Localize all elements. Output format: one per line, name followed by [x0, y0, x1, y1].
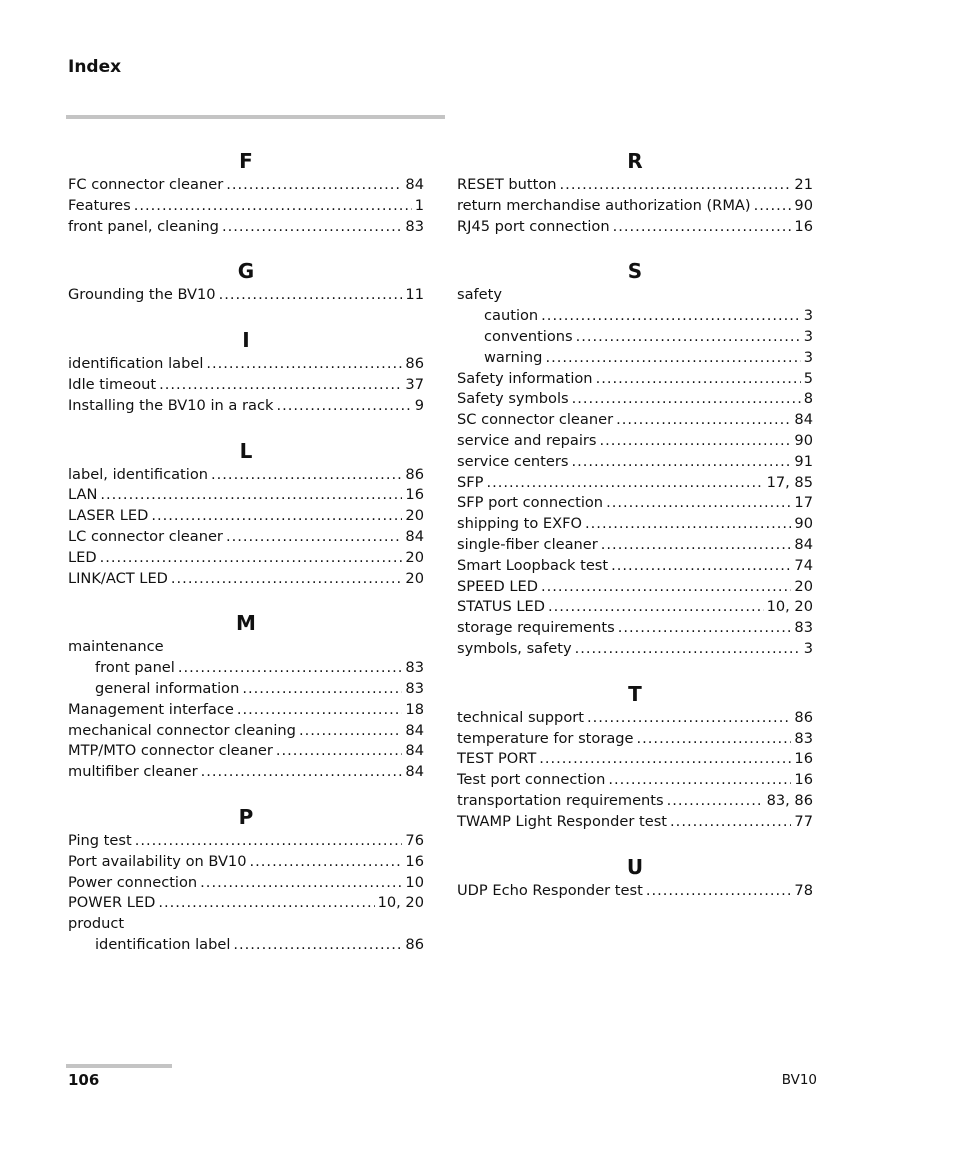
- index-entry: [68, 548, 424, 569]
- dot-leader: [576, 327, 801, 348]
- index-entry: [68, 700, 424, 721]
- dot-leader: [587, 708, 791, 729]
- index-entry: [457, 791, 813, 812]
- dot-leader: [226, 175, 402, 196]
- index-term: SFP: [457, 473, 484, 491]
- page-reference: 76: [405, 831, 424, 849]
- index-entry: [457, 535, 813, 556]
- dot-leader: [100, 485, 402, 506]
- dot-leader: [135, 831, 403, 852]
- index-term: service centers: [457, 452, 569, 470]
- page-reference: 90: [794, 196, 813, 214]
- index-subentry: [68, 658, 424, 679]
- dot-leader: [539, 749, 791, 770]
- dot-leader: [754, 196, 792, 217]
- page-reference: 20: [405, 507, 424, 525]
- document-name: BV10: [781, 1072, 817, 1088]
- index-entry: [457, 369, 813, 390]
- index-term: RJ45 port connection: [457, 217, 610, 235]
- dot-leader: [600, 431, 792, 452]
- index-entry: [457, 285, 813, 306]
- index-entry: [68, 285, 424, 306]
- index-entry: [68, 396, 424, 417]
- index-subentry: [457, 327, 813, 348]
- index-entry: [68, 721, 424, 742]
- page-reference: 11: [405, 286, 424, 304]
- page-reference: 3: [803, 307, 813, 325]
- page-reference: 90: [794, 515, 813, 533]
- index-entry: [68, 196, 424, 217]
- index-subentry: [457, 306, 813, 327]
- index-term: front panel, cleaning: [68, 217, 219, 235]
- index-term: Safety information: [457, 369, 593, 387]
- index-term: SPEED LED: [457, 577, 538, 595]
- dot-leader: [571, 452, 791, 473]
- page-reference: 84: [405, 742, 424, 760]
- dot-leader: [222, 217, 402, 238]
- index-entry: [457, 431, 813, 452]
- index-term: FC connector cleaner: [68, 176, 224, 193]
- page-reference: 10, 20: [377, 894, 424, 912]
- dot-leader: [667, 791, 764, 812]
- index-entry: [457, 514, 813, 535]
- index-entry: [68, 485, 424, 506]
- dot-leader: [200, 873, 402, 894]
- dot-leader: [613, 217, 792, 238]
- index-column-left: [68, 149, 424, 978]
- dot-leader: [545, 348, 800, 369]
- index-entry: [457, 473, 813, 494]
- index-term: temperature for storage: [457, 729, 634, 747]
- page-reference: 86: [405, 465, 424, 483]
- header-divider: [66, 115, 445, 119]
- index-term: caution: [484, 307, 539, 325]
- index-term: symbols, safety: [457, 639, 572, 657]
- section-letter: U: [626, 854, 644, 879]
- index-section: [68, 805, 424, 956]
- index-term: return merchandise authorization (RMA): [457, 196, 751, 214]
- index-section: [68, 611, 424, 783]
- page-reference: 83: [405, 679, 424, 697]
- index-entry: [68, 465, 424, 486]
- page-reference: 3: [803, 327, 813, 345]
- page-reference: 84: [794, 411, 813, 429]
- page-reference: 9: [414, 396, 424, 414]
- index-entry: [457, 639, 813, 660]
- index-section: [457, 259, 813, 659]
- index-subentry: [68, 935, 424, 956]
- index-term: LAN: [68, 486, 98, 504]
- page-reference: 84: [405, 763, 424, 781]
- page-reference: 5: [803, 369, 813, 387]
- page-reference: 1: [414, 196, 424, 214]
- index-term: single-fiber cleaner: [457, 535, 598, 553]
- index-term: service and repairs: [457, 431, 597, 449]
- page-reference: 78: [794, 881, 813, 899]
- dot-leader: [601, 535, 792, 556]
- index-term: SFP port connection: [457, 494, 604, 512]
- index-term: Port availability on BV10: [68, 852, 247, 870]
- dot-leader: [299, 721, 402, 742]
- section-letter: R: [627, 149, 643, 173]
- index-entry: [457, 749, 813, 770]
- page-reference: 16: [794, 750, 813, 768]
- page-reference: 20: [405, 569, 424, 587]
- index-entry: [457, 618, 813, 639]
- index-column-right: [457, 149, 813, 923]
- page-reference: 84: [405, 721, 424, 739]
- index-section: [457, 149, 813, 237]
- index-entry: [457, 217, 813, 238]
- page-reference: 37: [405, 375, 424, 393]
- page-reference: 21: [794, 176, 813, 193]
- section-letter: P: [238, 804, 254, 829]
- index-term: STATUS LED: [457, 598, 545, 616]
- dot-leader: [226, 527, 402, 548]
- index-section: [457, 855, 813, 902]
- dot-leader: [575, 639, 801, 660]
- dot-leader: [596, 369, 801, 390]
- page-number: 106: [68, 1071, 100, 1089]
- page-reference: 17, 85: [766, 473, 813, 491]
- index-term: Power connection: [68, 873, 198, 891]
- page-reference: 16: [794, 771, 813, 789]
- page-title: Index: [68, 57, 122, 77]
- dot-leader: [233, 935, 402, 956]
- page-reference: 84: [794, 535, 813, 553]
- dot-leader: [242, 679, 402, 700]
- index-entry: [457, 770, 813, 791]
- index-term: identification label: [68, 355, 204, 373]
- dot-leader: [276, 741, 403, 762]
- page-reference: 84: [405, 176, 424, 193]
- index-entry: [68, 852, 424, 873]
- section-letter: L: [239, 438, 253, 463]
- page-reference: 20: [794, 577, 813, 595]
- index-entry: [68, 741, 424, 762]
- dot-leader: [606, 493, 791, 514]
- index-entry: [457, 389, 813, 410]
- index-term: product: [68, 915, 125, 933]
- index-term: POWER LED: [68, 894, 156, 912]
- index-section: [68, 259, 424, 306]
- page-reference: 83: [405, 659, 424, 677]
- dot-leader: [134, 196, 412, 217]
- index-entry: [457, 493, 813, 514]
- page-reference: 83, 86: [766, 791, 813, 809]
- index-term: conventions: [484, 327, 573, 345]
- section-letter: G: [237, 259, 255, 284]
- dot-leader: [560, 175, 792, 196]
- dot-leader: [585, 514, 791, 535]
- page-reference: 91: [794, 452, 813, 470]
- index-entry: [457, 708, 813, 729]
- index-section: [68, 439, 424, 590]
- index-section: [68, 328, 424, 416]
- dot-leader: [616, 410, 791, 431]
- page-reference: 10, 20: [766, 598, 813, 616]
- index-term: SC connector cleaner: [457, 411, 614, 429]
- index-entry: [68, 375, 424, 396]
- index-entry: [68, 569, 424, 590]
- index-term: safety: [457, 286, 503, 304]
- section-letter: S: [627, 259, 643, 284]
- index-term: UDP Echo Responder test: [457, 881, 643, 899]
- index-entry: [68, 527, 424, 548]
- index-subentry: [68, 679, 424, 700]
- index-term: multifiber cleaner: [68, 763, 198, 781]
- dot-leader: [486, 473, 763, 494]
- index-entry: [457, 597, 813, 618]
- page-reference: 10: [405, 873, 424, 891]
- page-reference: 77: [794, 812, 813, 830]
- section-letter: T: [628, 681, 642, 706]
- index-entry: [68, 914, 424, 935]
- index-term: warning: [484, 348, 543, 366]
- dot-leader: [618, 618, 792, 639]
- dot-leader: [541, 577, 791, 598]
- page-reference: 84: [405, 527, 424, 545]
- index-term: Management interface: [68, 700, 234, 718]
- dot-leader: [219, 285, 403, 306]
- index-term: front panel: [95, 659, 175, 677]
- index-entry: [457, 729, 813, 750]
- dot-leader: [548, 597, 764, 618]
- index-term: TWAMP Light Responder test: [457, 812, 668, 830]
- page-reference: 3: [803, 348, 813, 366]
- index-term: LED: [68, 548, 97, 566]
- dot-leader: [541, 306, 801, 327]
- index-entry: [68, 893, 424, 914]
- dot-leader: [151, 506, 402, 527]
- page-reference: 83: [794, 729, 813, 747]
- page-reference: 8: [803, 390, 813, 408]
- page-reference: 18: [405, 700, 424, 718]
- dot-leader: [100, 548, 403, 569]
- index-term: Ping test: [68, 831, 132, 849]
- dot-leader: [611, 556, 791, 577]
- page-reference: 86: [405, 355, 424, 373]
- dot-leader: [206, 354, 402, 375]
- index-term: maintenance: [68, 638, 164, 656]
- index-entry: [68, 354, 424, 375]
- dot-leader: [637, 729, 792, 750]
- index-term: Safety symbols: [457, 390, 569, 408]
- index-term: Idle timeout: [68, 375, 157, 393]
- index-term: storage requirements: [457, 619, 615, 637]
- page-reference: 16: [405, 486, 424, 504]
- dot-leader: [158, 893, 374, 914]
- index-entry: [68, 762, 424, 783]
- index-entry: [68, 873, 424, 894]
- dot-leader: [572, 389, 801, 410]
- page-reference: 74: [794, 556, 813, 574]
- index-term: RESET button: [457, 176, 557, 193]
- index-entry: [457, 452, 813, 473]
- index-entry: [68, 831, 424, 852]
- index-term: LASER LED: [68, 507, 149, 525]
- index-term: technical support: [457, 708, 584, 726]
- page-reference: 3: [803, 639, 813, 657]
- dot-leader: [646, 881, 792, 902]
- index-term: transportation requirements: [457, 791, 664, 809]
- page-reference: 16: [405, 852, 424, 870]
- index-entry: [457, 556, 813, 577]
- index-term: Features: [68, 196, 131, 214]
- page-reference: 86: [794, 708, 813, 726]
- dot-leader: [201, 762, 403, 783]
- dot-leader: [276, 396, 411, 417]
- index-entry: [68, 217, 424, 238]
- section-letter: F: [239, 149, 253, 173]
- page-reference: 86: [405, 935, 424, 953]
- index-entry: [457, 881, 813, 902]
- index-term: Test port connection: [457, 771, 606, 789]
- index-entry: [457, 410, 813, 431]
- page-reference: 16: [794, 217, 813, 235]
- dot-leader: [670, 812, 791, 833]
- index-term: LC connector cleaner: [68, 527, 223, 545]
- dot-leader: [211, 465, 402, 486]
- index-entry: [457, 196, 813, 217]
- page-reference: 83: [794, 619, 813, 637]
- footer-divider: [66, 1064, 172, 1068]
- index-term: shipping to EXFO: [457, 515, 583, 533]
- index-term: general information: [95, 679, 240, 697]
- index-entry: [68, 637, 424, 658]
- section-letter: I: [242, 328, 250, 353]
- index-entry: [457, 812, 813, 833]
- index-entry: [68, 175, 424, 196]
- index-entry: [68, 506, 424, 527]
- section-letter: M: [236, 611, 256, 636]
- index-section: [457, 682, 813, 833]
- dot-leader: [250, 852, 403, 873]
- page-reference: 17: [794, 494, 813, 512]
- index-term: Installing the BV10 in a rack: [68, 396, 274, 414]
- index-entry: [457, 577, 813, 598]
- dot-leader: [178, 658, 403, 679]
- dot-leader: [159, 375, 402, 396]
- index-subentry: [457, 348, 813, 369]
- index-term: LINK/ACT LED: [68, 569, 168, 587]
- index-term: MTP/MTO connector cleaner: [68, 742, 273, 760]
- index-term: Grounding the BV10: [68, 286, 216, 304]
- index-term: mechanical connector cleaning: [68, 721, 296, 739]
- dot-leader: [608, 770, 791, 791]
- index-term: TEST PORT: [457, 750, 537, 768]
- dot-leader: [171, 569, 403, 590]
- index-term: identification label: [95, 935, 231, 953]
- page-reference: 90: [794, 431, 813, 449]
- page-reference: 83: [405, 217, 424, 235]
- page-reference: 20: [405, 548, 424, 566]
- dot-leader: [237, 700, 403, 721]
- index-section: [68, 149, 424, 237]
- index-entry: [457, 175, 813, 196]
- index-term: label, identification: [68, 465, 209, 483]
- index-term: Smart Loopback test: [457, 556, 609, 574]
